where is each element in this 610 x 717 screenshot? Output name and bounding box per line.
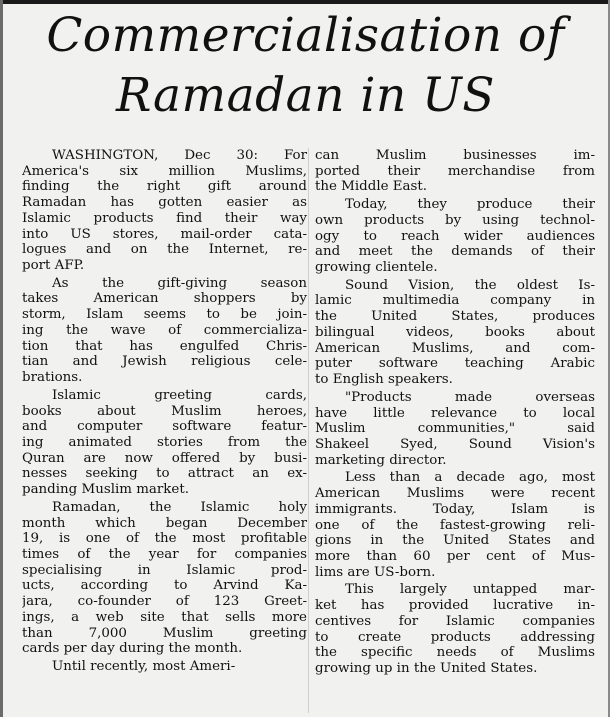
text-line: ing the wave of commercializa- <box>22 322 307 338</box>
text-line: ogy to reach wider audiences <box>315 228 595 244</box>
text-line: more than 60 per cent of Mus- <box>315 548 595 564</box>
headline-line-2: Ramadan in US <box>116 68 495 123</box>
article-paragraph <box>22 659 307 675</box>
text-line: nesses seeking to attract an ex- <box>22 466 307 482</box>
text-line: Muslim communities," said <box>315 421 595 437</box>
text-line: into US stores, mail-order cata- <box>22 226 307 242</box>
text-line: to create products addressing <box>315 629 595 645</box>
text-line: have little relevance to local <box>315 405 595 421</box>
article-paragraph <box>22 276 307 386</box>
text-line: centives for Islamic companies <box>315 613 595 629</box>
text-line: lamic multimedia company in <box>315 293 595 309</box>
article-paragraph <box>315 470 595 580</box>
text-line: As the gift-giving season <box>52 275 307 291</box>
article-paragraph <box>315 197 595 276</box>
text-line: the United States, produces <box>315 309 595 325</box>
text-line: the Middle East. <box>315 179 428 195</box>
text-line: panding Muslim market. <box>22 482 189 498</box>
text-line: than 7,000 Muslim greeting <box>22 625 307 641</box>
text-line: ket has provided lucrative in- <box>315 598 595 614</box>
text-line: the specific needs of Muslims <box>315 645 595 661</box>
text-line: tion that has engulfed Chris- <box>22 338 307 354</box>
text-line: bilingual videos, books about <box>315 324 595 340</box>
text-line: growing up in the United States. <box>315 661 538 676</box>
article-paragraph <box>22 500 307 657</box>
text-line: books about Muslim heroes, <box>22 403 307 419</box>
text-line: ing animated stories from the <box>22 434 307 450</box>
article-paragraph <box>315 148 595 195</box>
article-paragraph <box>315 278 595 388</box>
text-line: brations. <box>22 370 83 386</box>
text-line: specialising in Islamic prod- <box>22 562 307 578</box>
text-line: Sound Vision, the oldest Is- <box>345 277 595 293</box>
left-border <box>0 0 3 717</box>
text-line: gions in the United States and <box>315 533 595 549</box>
text-line: ucts, according to Arvind Ka- <box>22 578 307 594</box>
text-line: own products by using technol- <box>315 212 595 228</box>
text-line: times of the year for companies <box>22 546 307 562</box>
headline-line-1: Commercialisation of <box>46 8 565 63</box>
text-line: Islamic greeting cards, <box>52 387 307 403</box>
column-divider <box>308 148 309 713</box>
text-line: takes American shoppers by <box>22 291 307 307</box>
text-line: one of the fastest-growing reli- <box>315 517 595 533</box>
text-line: finding the right gift around <box>22 179 307 195</box>
text-line: to English speakers. <box>315 372 453 388</box>
article-paragraph <box>315 390 595 469</box>
text-line: lims are US-born. <box>315 564 436 580</box>
text-line: Ramadan has gotten easier as <box>22 195 307 211</box>
text-line: 19, is one of the most profitable <box>22 531 307 547</box>
article-paragraph <box>315 582 595 676</box>
top-border <box>0 0 610 4</box>
text-line: ported their merchandise from <box>315 163 595 179</box>
article-paragraph <box>22 148 307 274</box>
text-line: Islamic products find their way <box>22 210 307 226</box>
text-line: This largely untapped mar- <box>345 582 595 598</box>
text-line: Until recently, most Ameri- <box>52 659 236 674</box>
article-headline <box>18 6 593 126</box>
text-line: "Products made overseas <box>345 389 595 405</box>
text-line: Less than a decade ago, most <box>345 470 595 486</box>
text-line: logues and on the Internet, re- <box>22 242 307 258</box>
text-line: cards per day during the month. <box>22 641 243 657</box>
text-line: and computer software featur- <box>22 419 307 435</box>
article-column-left <box>22 148 307 677</box>
text-line: ings, a web site that sells more <box>22 609 307 625</box>
text-line: America's six million Muslims, <box>22 163 307 179</box>
text-line: port AFP. <box>22 258 85 274</box>
article-column-right <box>315 148 595 679</box>
text-line: Ramadan, the Islamic holy <box>52 499 307 515</box>
text-line: immigrants. Today, Islam is <box>315 501 595 517</box>
text-line: can Muslim businesses im- <box>315 148 595 163</box>
text-line: tian and Jewish religious cele- <box>22 354 307 370</box>
text-line: jara, co-founder of 123 Greet- <box>22 594 307 610</box>
text-line: storm, Islam seems to be join- <box>22 307 307 323</box>
text-line: month which began December <box>22 515 307 531</box>
text-line: American Muslims were recent <box>315 486 595 502</box>
text-line: and meet the demands of their <box>315 244 595 260</box>
article-paragraph <box>22 388 307 498</box>
text-line: WASHINGTON, Dec 30: For <box>52 148 307 163</box>
text-line: Today, they produce their <box>345 197 595 213</box>
text-line: puter software teaching Arabic <box>315 356 595 372</box>
text-line: American Muslims, and com- <box>315 340 595 356</box>
text-line: marketing director. <box>315 452 447 468</box>
text-line: growing clientele. <box>315 260 438 276</box>
text-line: Quran are now offered by busi- <box>22 450 307 466</box>
text-line: Shakeel Syed, Sound Vision's <box>315 436 595 452</box>
